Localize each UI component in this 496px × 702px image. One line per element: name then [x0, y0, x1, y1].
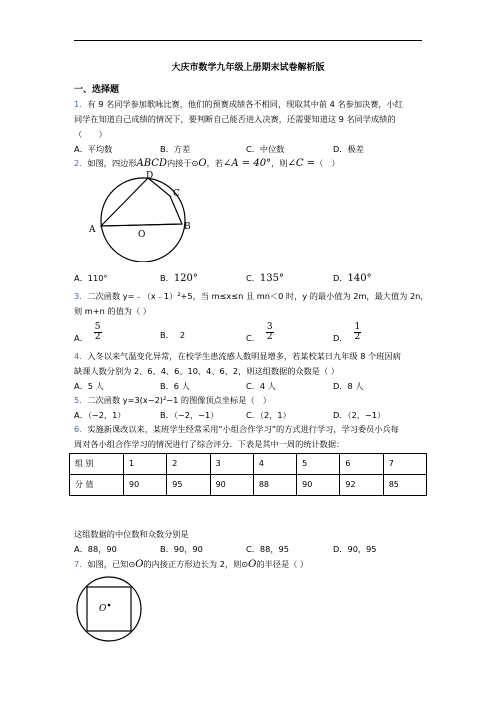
- table-cell: 3: [210, 454, 253, 475]
- q3-option-d-den: 2: [354, 332, 361, 342]
- q2-text-e: （ ）: [315, 158, 340, 168]
- q3-option-a-num: 5: [94, 322, 101, 332]
- q2-quad-label: ABCD: [136, 158, 167, 169]
- table-row: [70, 475, 427, 496]
- q1-number: 1．: [74, 99, 88, 109]
- q6-stats-table: [69, 453, 427, 496]
- q2-text-d: ，则: [271, 158, 288, 168]
- table-cell: 分 值: [70, 475, 124, 496]
- table-cell: 7: [383, 454, 426, 475]
- table-cell: 6: [340, 454, 383, 475]
- page-title: 大庆市数学九年级上册期末试卷解析版: [171, 63, 325, 73]
- q2-angle-c: ∠C =: [287, 158, 316, 169]
- header-rule: [74, 40, 422, 41]
- q3-option-c-num: 3: [266, 322, 273, 332]
- table-cell: 90: [210, 475, 253, 496]
- q1-line1: [74, 98, 403, 110]
- q2-label-c: C: [173, 189, 180, 199]
- q3-line2: 则 m+n 的值为（ ）: [74, 306, 151, 316]
- q3-text1: 二次函数 y=﹣（x﹣1）²+5，当 m≤x≤n 且 mn＜0 时，y 的最小值为 2m，最大值为 2n，: [87, 291, 429, 301]
- q7-label-o: O: [99, 604, 107, 614]
- q2-number: 2．: [74, 158, 88, 168]
- q6-line1: [74, 423, 399, 435]
- q3-option-b-value: 2: [179, 330, 186, 340]
- q3-number: 3．: [74, 291, 88, 301]
- q3-option-c-den: 2: [266, 332, 273, 342]
- q5-option-a: A．（−2，1）: [74, 410, 126, 420]
- table-cell: 95: [167, 475, 210, 496]
- q2-option-c-letter: C．: [246, 273, 260, 283]
- q2-text-b: 内接于⊙: [166, 158, 199, 168]
- q3-option-a-letter: A．: [74, 333, 88, 343]
- table-cell: 4: [253, 454, 296, 475]
- q2-option-d-value: 140°: [347, 273, 372, 284]
- table-cell: 85: [383, 475, 426, 496]
- table-cell: 92: [340, 475, 383, 496]
- q3-option-c-letter: C．: [246, 333, 260, 343]
- q2-option-a-letter: A．: [74, 273, 88, 283]
- q5-option-c: C．（2，1）: [246, 410, 291, 420]
- q7-center-point: [108, 604, 111, 607]
- q4-line2: 缺课人数分别为 2、6、4、6、10、4、6、2，则这组数据的众数是（ ）: [74, 366, 339, 376]
- q3-option-d: [333, 323, 361, 342]
- q1-option-d: D．极差: [333, 144, 364, 154]
- q2-circle-label: O: [198, 158, 207, 169]
- q6-option-a: A．88，90: [74, 544, 117, 554]
- q2-label-b: B: [184, 222, 191, 232]
- q7-line: [74, 558, 308, 571]
- q3-option-a-den: 2: [94, 332, 101, 342]
- q2-label-o: O: [138, 230, 146, 240]
- q1-text1: 有 9 名同学参加歌咏比赛，他们的预赛成绩各不相同，现取其中前 4 名参加决赛，小红: [87, 99, 403, 109]
- table-cell: 2: [167, 454, 210, 475]
- q2-text-a: 如图，四边形: [87, 158, 137, 168]
- q3-option-b-letter: B．: [160, 330, 174, 340]
- q3-option-d-fraction: [354, 323, 362, 342]
- q6-number: 6．: [74, 424, 88, 434]
- q2-option-a: [74, 272, 108, 284]
- q2-option-d: [333, 272, 372, 285]
- q1-line2: 同学在知道自己成绩的情况下，要判断自己能否进入决赛，还需要知道这 9 名同学成绩的: [74, 114, 396, 124]
- q3-option-c: [246, 323, 274, 342]
- q2-option-b-letter: B．: [160, 273, 174, 283]
- q5-text: 二次函数 y=3(x−2)²−1 的图像顶点坐标是（ ）: [87, 395, 271, 405]
- q3-option-c-fraction: [266, 323, 274, 342]
- q4-text1: 入冬以来气温变化异常，在校学生患流感人数明显增多，若某校某日九年级 8 个班因病: [87, 351, 401, 361]
- q3-option-d-letter: D．: [333, 333, 348, 343]
- q7-circle-label: O: [135, 559, 144, 570]
- q2-angle-a: ∠A = 40°: [223, 158, 272, 169]
- q2-diameter: [101, 224, 182, 226]
- q4-option-c: C．4 人: [246, 381, 276, 391]
- q3-option-a-fraction: [94, 323, 102, 342]
- q1-line3: （ ）: [74, 129, 107, 139]
- q7-number: 7．: [74, 559, 88, 569]
- q6-line2: 周对各小组合作学习的情况进行了综合评分．下表是其中一周的统计数据：: [74, 439, 345, 449]
- table-row: [70, 454, 427, 475]
- table-cell: 90: [297, 475, 340, 496]
- q7-inscribed-square: [87, 587, 131, 631]
- q1-option-a: A．平均数: [74, 144, 113, 154]
- q3-option-b: [160, 329, 185, 341]
- q6-option-c: C．88，95: [246, 544, 289, 554]
- q7-circle-label-2: O: [248, 559, 257, 570]
- section-heading: 一、选择题: [74, 85, 120, 95]
- table-cell: 90: [124, 475, 167, 496]
- q3-line1: [74, 290, 429, 302]
- q2-quadrilateral: [101, 178, 182, 226]
- q5-line: [74, 394, 271, 406]
- q2-option-b-value: 120°: [173, 273, 198, 284]
- q7-circle-figure: [74, 573, 146, 645]
- table-cell: 5: [297, 454, 340, 475]
- q5-number: 5．: [74, 395, 88, 405]
- table-cell: 88: [253, 475, 296, 496]
- q7-text-c: 的半径是（ ）: [256, 559, 309, 569]
- q3-option-a: [74, 323, 102, 342]
- q1-option-c: C．中位数: [246, 144, 285, 154]
- q1-option-b: B．方差: [160, 144, 191, 154]
- table-cell: 1: [124, 454, 167, 475]
- q2-option-d-letter: D．: [333, 273, 348, 283]
- q5-option-b: B．（−2，−1）: [160, 410, 219, 420]
- q2-option-b: [160, 272, 198, 285]
- q2-label-a: A: [89, 225, 96, 235]
- q3-option-d-num: 1: [354, 322, 361, 332]
- q5-option-d: D．（2，−1）: [333, 410, 386, 420]
- q2-label-d: D: [146, 171, 154, 181]
- q4-number: 4．: [74, 351, 88, 361]
- q7-text-b: 的内接正方形边长为 2，则⊙: [143, 559, 249, 569]
- q4-option-b: B．6 人: [160, 381, 190, 391]
- q4-option-a: A．5 人: [74, 381, 104, 391]
- q6-option-d: D．90，95: [333, 544, 377, 554]
- q2-option-a-value: 110°: [87, 273, 108, 283]
- q4-line1: [74, 350, 401, 362]
- q7-text-a: 如图，已知⊙: [87, 559, 136, 569]
- q2-line: [74, 157, 340, 170]
- q2-option-c: [246, 272, 284, 285]
- q4-option-d: D．8 人: [333, 381, 364, 391]
- table-cell: 组 别: [70, 454, 124, 475]
- q2-text-c: ，若: [206, 158, 224, 168]
- q2-circle-figure: [86, 170, 198, 262]
- q6-after-text: 这组数据的中位数和众数分别是: [74, 529, 189, 539]
- q6-text1: 实施新课改以来，某班学生经常采用“小组合作学习”的方式进行学习，学习委员小兵每: [87, 424, 399, 434]
- q6-option-b: B．90，90: [160, 544, 203, 554]
- q2-option-c-value: 135°: [259, 273, 284, 284]
